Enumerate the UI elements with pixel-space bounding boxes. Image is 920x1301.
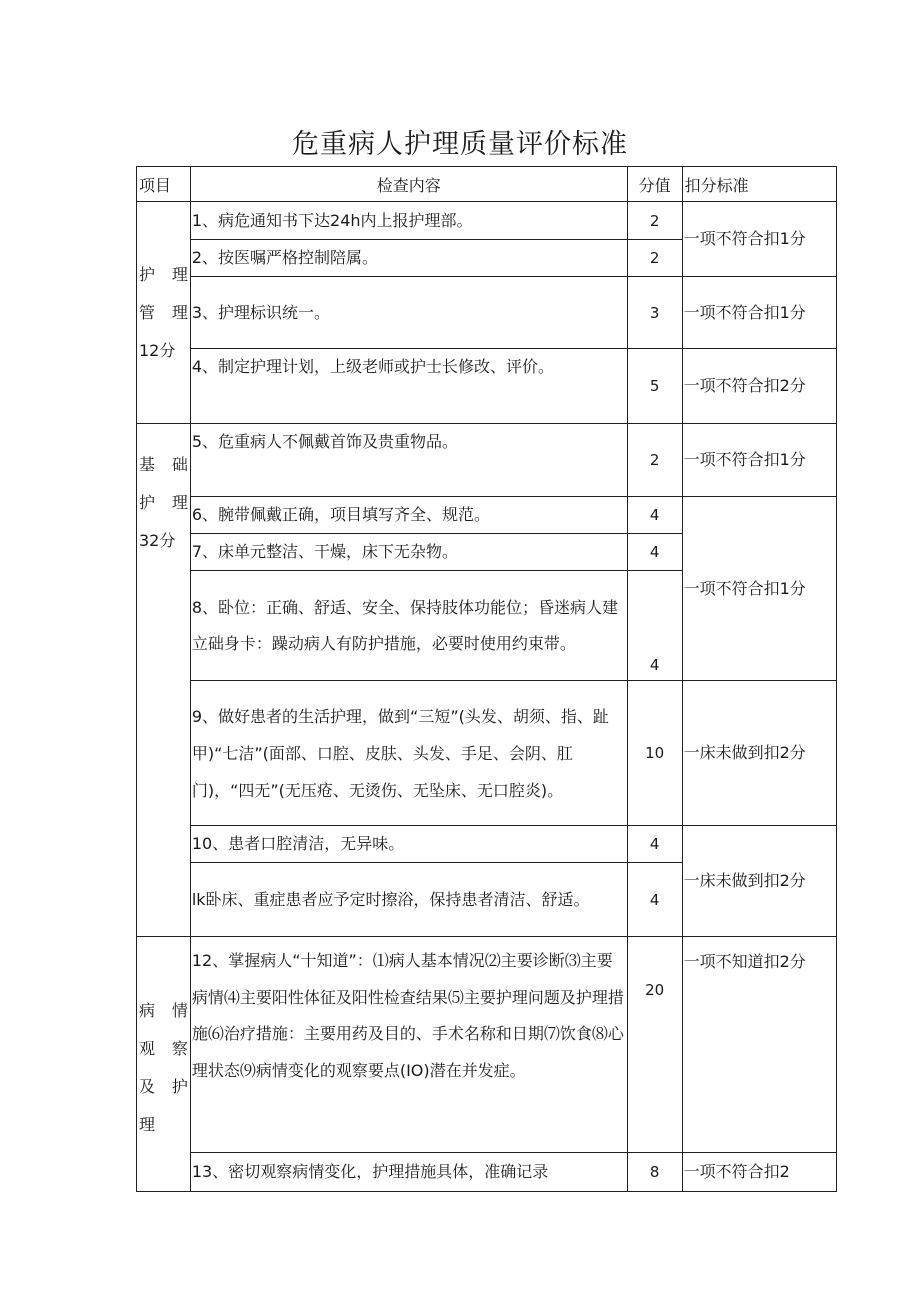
- category-basic: 基 础 护 理 32分: [137, 424, 191, 937]
- score-cell: 5: [627, 349, 682, 424]
- header-item: 项目: [137, 167, 191, 202]
- deduct-cell: 一项不符合扣2分: [682, 349, 836, 424]
- table-row: [137, 202, 837, 240]
- score-cell: 3: [627, 277, 682, 349]
- content-cell: 6、腕带佩戴正确，项目填写齐全、规范。: [190, 497, 627, 534]
- category-observation: 病 情 观 察 及 护 理: [137, 937, 191, 1192]
- deduct-cell: 一项不符合扣1分: [682, 202, 836, 277]
- deduct-cell: 一项不符合扣1分: [682, 277, 836, 349]
- header-deduct: 扣分标准: [682, 167, 836, 202]
- table-row: [137, 1153, 837, 1192]
- header-row: [137, 167, 837, 202]
- table-row: [137, 277, 837, 349]
- score-cell: 4: [627, 497, 682, 534]
- header-content: 检查内容: [190, 167, 627, 202]
- deduct-cell: 一项不符合扣1分: [682, 424, 836, 497]
- content-cell: 12、掌握病人“十知道”：⑴病人基本情况⑵主要诊断⑶主要病情⑷主要阳性体征及阳性检查结果⑸主要护理问题及护理措施⑹治疗措施：主要用药及目的、手术名称和日期⑺饮食⑻心理状态⑼病情变化的观察要点(IO)潜在并发症。: [190, 937, 627, 1153]
- score-cell: 4: [627, 534, 682, 571]
- table-row: [137, 497, 837, 534]
- content-cell: 13、密切观察病情变化，护理措施具体，准确记录: [190, 1153, 627, 1192]
- table-row: [137, 826, 837, 863]
- score-cell: 4: [627, 863, 682, 937]
- content-cell: lk卧床、重症患者应予定时擦浴，保持患者清洁、舒适。: [190, 863, 627, 937]
- category-management: 护 理 管 理 12分: [137, 202, 191, 424]
- table-row: [137, 424, 837, 497]
- score-cell: 2: [627, 424, 682, 497]
- deduct-cell: 一床未做到扣2分: [682, 681, 836, 826]
- score-cell: 8: [627, 1153, 682, 1192]
- score-cell: 4: [627, 826, 682, 863]
- score-cell: 2: [627, 202, 682, 240]
- deduct-cell: 一床未做到扣2分: [682, 826, 836, 937]
- deduct-cell: 一项不符合扣1分: [682, 497, 836, 681]
- table-row: [137, 681, 837, 826]
- deduct-cell: 一项不知道扣2分: [682, 937, 836, 1153]
- content-cell: 1、病危通知书下达24h内上报护理部。: [190, 202, 627, 240]
- score-cell: 20: [627, 937, 682, 1153]
- deduct-cell: 一项不符合扣2: [682, 1153, 836, 1192]
- content-cell: 9、做好患者的生活护理，做到“三短”(头发、胡须、指、趾甲)“七洁”(面部、口腔、皮肤、头发、手足、会阴、肛门)，“四无”(无压疮、无烫伤、无坠床、无口腔炎)。: [190, 681, 627, 826]
- content-cell: 10、患者口腔清洁，无异味。: [190, 826, 627, 863]
- content-cell: 4、制定护理计划，上级老师或护士长修改、评价。: [190, 349, 627, 424]
- content-cell: 3、护理标识统一。: [190, 277, 627, 349]
- score-cell: 4: [627, 571, 682, 681]
- content-cell: 2、按医嘱严格控制陪属。: [190, 240, 627, 277]
- table-row: [137, 349, 837, 424]
- score-cell: 2: [627, 240, 682, 277]
- content-cell: 7、床单元整洁、干燥，床下无杂物。: [190, 534, 627, 571]
- page-title: 危重病人护理质量评价标准: [292, 129, 628, 160]
- content-cell: 5、危重病人不佩戴首饰及贵重物品。: [190, 424, 627, 497]
- score-cell: 10: [627, 681, 682, 826]
- content-cell: 8、卧位：正确、舒适、安全、保持肢体功能位；昏迷病人建立础身卡：躁动病人有防护措施，必要时使用约束带。: [190, 571, 627, 681]
- table-row: [137, 937, 837, 1153]
- header-score: 分值: [627, 167, 682, 202]
- evaluation-table: [136, 166, 837, 1192]
